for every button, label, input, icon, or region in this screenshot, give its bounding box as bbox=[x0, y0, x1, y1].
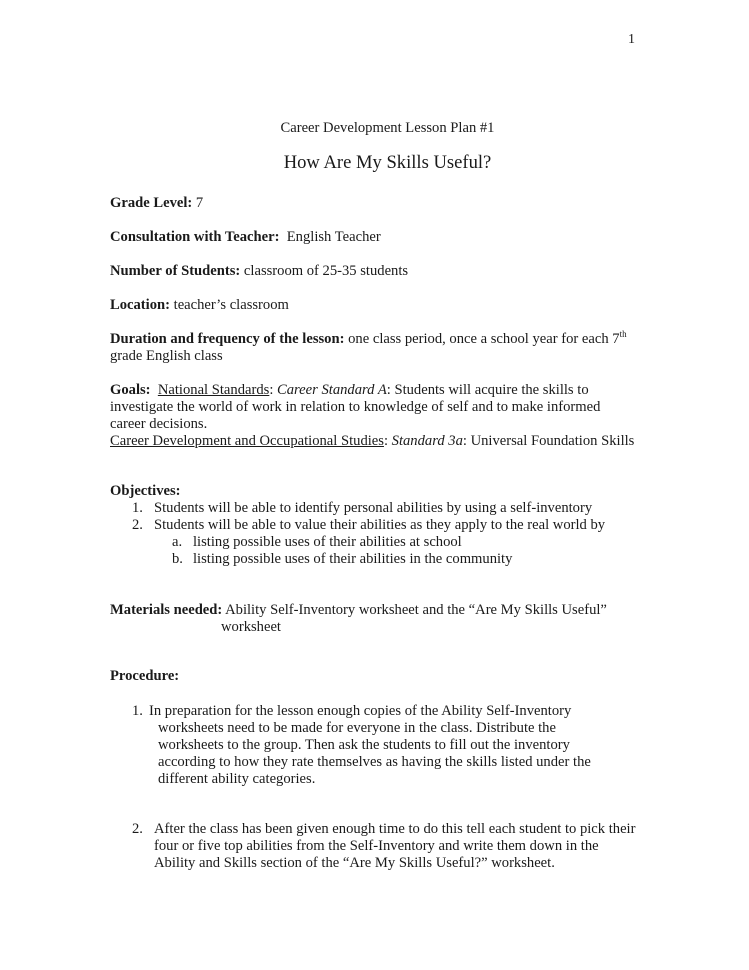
objectives-heading: Objectives: bbox=[110, 483, 181, 499]
duration-value: one class period, once a school year for each 7 bbox=[344, 331, 620, 347]
objective-text: Students will be able to identify personal abilities by using a self-inventory bbox=[154, 500, 593, 516]
materials-section bbox=[110, 602, 670, 636]
grade-level-field bbox=[110, 195, 650, 212]
objective-number: 2. bbox=[132, 517, 143, 533]
materials-value-continued: worksheet bbox=[221, 619, 281, 635]
step-number: 1. bbox=[132, 703, 143, 719]
step-line: Ability and Skills section of the “Are My Skills Useful?” worksheet. bbox=[154, 855, 555, 871]
goals-label: Goals: bbox=[110, 382, 151, 398]
subitem-text: listing possible uses of their abilities at school bbox=[193, 534, 462, 550]
document-subtitle: Career Development Lesson Plan #1 bbox=[280, 120, 495, 136]
step-line: In preparation for the lesson enough copies of the Ability Self-Inventory bbox=[149, 703, 572, 719]
location-label: Location: bbox=[110, 297, 170, 313]
location-field bbox=[110, 297, 650, 314]
national-standards-label: National Standards bbox=[157, 382, 270, 398]
number-of-students-label: Number of Students: bbox=[110, 263, 241, 279]
materials-value: Ability Self-Inventory worksheet and the “Are My Skills Useful” bbox=[222, 602, 607, 618]
objective-number: 1. bbox=[132, 500, 143, 516]
step-line: worksheets need to be made for everyone in the class. Distribute the bbox=[158, 720, 556, 736]
duration-superscript: th bbox=[619, 329, 627, 339]
objectives-list bbox=[132, 500, 672, 570]
procedure-heading: Procedure: bbox=[110, 668, 180, 684]
step-line: worksheets to the group. Then ask the students to fill out the inventory bbox=[158, 737, 570, 753]
number-of-students-field bbox=[110, 263, 650, 280]
step-line: After the class has been given enough time to do this tell each student to pick their bbox=[154, 821, 636, 837]
duration-value-continued: grade English class bbox=[110, 348, 223, 364]
grade-level-value: 7 bbox=[192, 195, 204, 211]
procedure-label bbox=[110, 668, 650, 685]
cdos-standard-label: Standard 3a bbox=[391, 433, 463, 449]
cdos-text: : Universal Foundation Skills bbox=[462, 433, 635, 449]
duration-label: Duration and frequency of the lesson: bbox=[110, 331, 345, 347]
materials-label: Materials needed: bbox=[110, 602, 223, 618]
career-standard-label: Career Standard A bbox=[277, 382, 387, 398]
page-number: 1 bbox=[628, 32, 635, 47]
step-line: different ability categories. bbox=[158, 771, 316, 787]
career-standard-text-line2: investigate the world of work in relation to knowledge of self and to make informed bbox=[110, 399, 601, 415]
step-line: four or five top abilities from the Self-Inventory and write them down in the bbox=[154, 838, 599, 854]
duration-field bbox=[110, 331, 670, 365]
document-title: How Are My Skills Useful? bbox=[283, 152, 492, 173]
grade-level-label: Grade Level: bbox=[110, 195, 193, 211]
consultation-label: Consultation with Teacher: bbox=[110, 229, 280, 245]
consultation-field bbox=[110, 229, 650, 246]
career-standard-text: : Students will acquire the skills to bbox=[386, 382, 589, 398]
career-standard-text-line3: career decisions. bbox=[110, 416, 208, 432]
subitem-letter: a. bbox=[172, 534, 183, 550]
step-number: 2. bbox=[132, 821, 143, 837]
objective-text: Students will be able to value their abilities as they apply to the real world by bbox=[154, 517, 606, 533]
subitem-text: listing possible uses of their abilities in the community bbox=[193, 551, 513, 567]
subitem-letter: b. bbox=[172, 551, 183, 567]
location-value: teacher’s classroom bbox=[170, 297, 289, 313]
step-line: according to how they rate themselves as having the skills listed under the bbox=[158, 754, 591, 770]
number-of-students-value: classroom of 25-35 students bbox=[240, 263, 409, 279]
consultation-value: English Teacher bbox=[279, 229, 381, 245]
objectives-label bbox=[110, 483, 650, 500]
cdos-label: Career Development and Occupational Studies bbox=[110, 433, 384, 449]
goals-section: Goals: National Standards: Career Standard A: Students will acquire the skills to investigate the world of work in relation to knowledge of self and to make informed career decisions. Career Development and Occupational Studies: Standard 3a: Universal Foundation Skills bbox=[110, 382, 670, 450]
